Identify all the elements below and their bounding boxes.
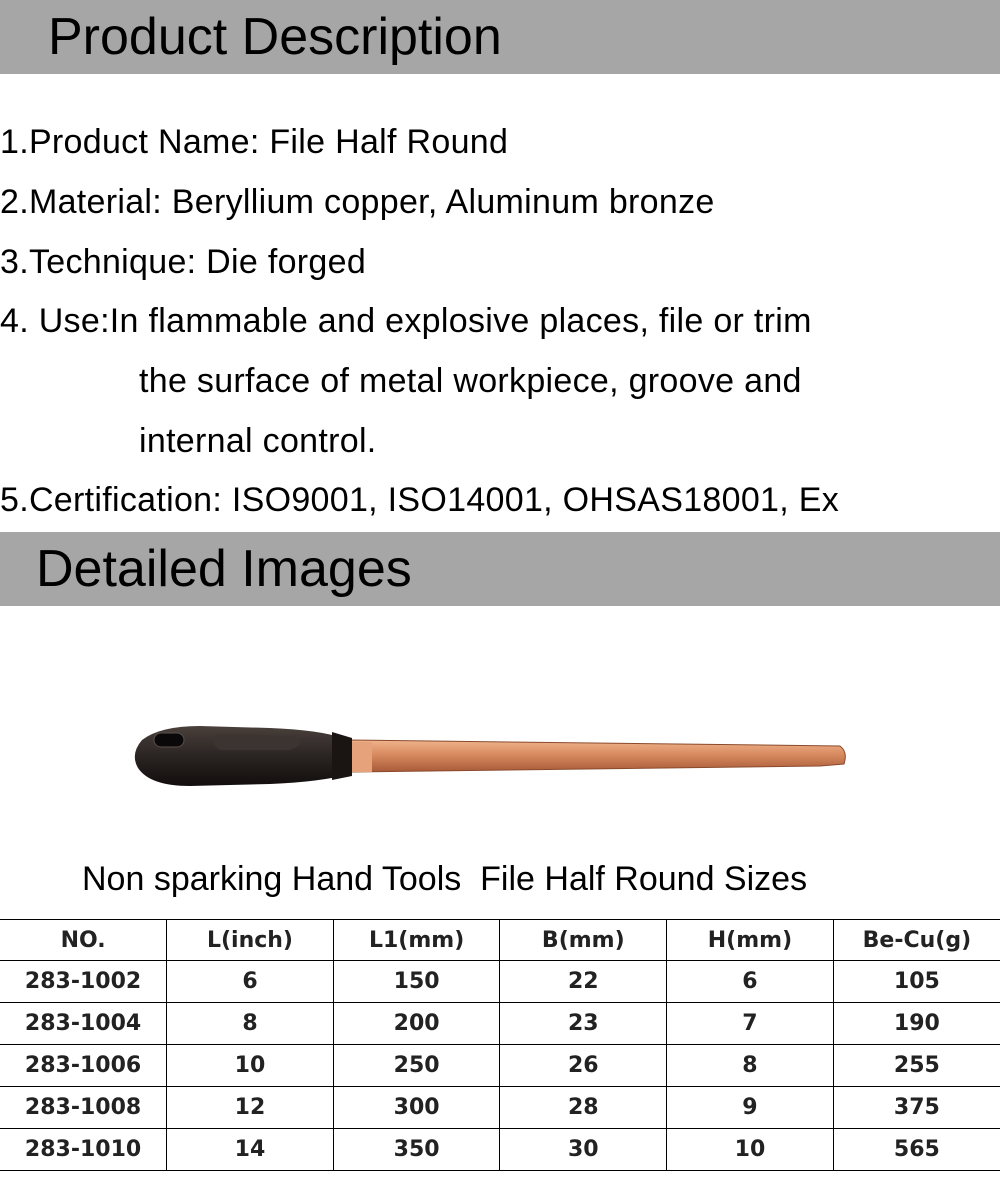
cell-h-mm: 9 <box>667 1087 834 1129</box>
header-l1-mm: L1(mm) <box>333 920 500 961</box>
cell-no: 283-1010 <box>0 1129 167 1171</box>
cell-b-mm: 26 <box>500 1045 667 1087</box>
cell-h-mm: 10 <box>667 1129 834 1171</box>
cell-h-mm: 7 <box>667 1003 834 1045</box>
detailed-images-header <box>0 532 1000 606</box>
header-l-inch: L(inch) <box>167 920 334 961</box>
table-row <box>0 1003 1000 1045</box>
product-name-line: 1.Product Name: File Half Round <box>0 123 509 161</box>
cell-be-cu: 375 <box>833 1087 1000 1129</box>
cell-no: 283-1008 <box>0 1087 167 1129</box>
cell-l1-mm: 350 <box>333 1129 500 1171</box>
cell-l-inch: 14 <box>167 1129 334 1171</box>
cell-b-mm: 23 <box>500 1003 667 1045</box>
header-b-mm: B(mm) <box>500 920 667 961</box>
cell-no: 283-1002 <box>0 961 167 1003</box>
material-line: 2.Material: Beryllium copper, Aluminum bronze <box>0 183 715 221</box>
size-table-title: Non sparking Hand Tools File Half Round Sizes <box>82 860 808 898</box>
cell-l1-mm: 150 <box>333 961 500 1003</box>
cell-be-cu: 190 <box>833 1003 1000 1045</box>
use-line-end: internal control. <box>139 422 377 460</box>
table-row <box>0 1087 1000 1129</box>
use-line-continued: the surface of metal workpiece, groove and <box>139 362 802 400</box>
cell-h-mm: 8 <box>667 1045 834 1087</box>
cell-l-inch: 8 <box>167 1003 334 1045</box>
detailed-images-title: Detailed Images <box>36 540 412 598</box>
half-round-file-image <box>120 700 860 810</box>
cell-b-mm: 22 <box>500 961 667 1003</box>
cell-l1-mm: 250 <box>333 1045 500 1087</box>
table-row <box>0 1129 1000 1171</box>
product-description-header <box>0 0 1000 74</box>
cell-l-inch: 12 <box>167 1087 334 1129</box>
cell-b-mm: 30 <box>500 1129 667 1171</box>
header-h-mm: H(mm) <box>667 920 834 961</box>
cell-h-mm: 6 <box>667 961 834 1003</box>
cell-be-cu: 105 <box>833 961 1000 1003</box>
table-row <box>0 961 1000 1003</box>
table-row <box>0 1045 1000 1087</box>
technique-line: 3.Technique: Die forged <box>0 243 367 281</box>
cell-l1-mm: 200 <box>333 1003 500 1045</box>
header-no: NO. <box>0 920 167 961</box>
table-header-row <box>0 920 1000 961</box>
cell-no: 283-1006 <box>0 1045 167 1087</box>
cell-be-cu: 565 <box>833 1129 1000 1171</box>
cell-b-mm: 28 <box>500 1087 667 1129</box>
cell-l1-mm: 300 <box>333 1087 500 1129</box>
cell-be-cu: 255 <box>833 1045 1000 1087</box>
certification-line: 5.Certification: ISO9001, ISO14001, OHSAS18001, Ex <box>0 481 840 519</box>
product-description-title: Product Description <box>48 8 502 66</box>
cell-no: 283-1004 <box>0 1003 167 1045</box>
size-table <box>0 919 1000 1171</box>
cell-l-inch: 10 <box>167 1045 334 1087</box>
header-be-cu: Be-Cu(g) <box>833 920 1000 961</box>
use-line: 4. Use:In flammable and explosive places, file or trim <box>0 302 812 340</box>
cell-l-inch: 6 <box>167 961 334 1003</box>
